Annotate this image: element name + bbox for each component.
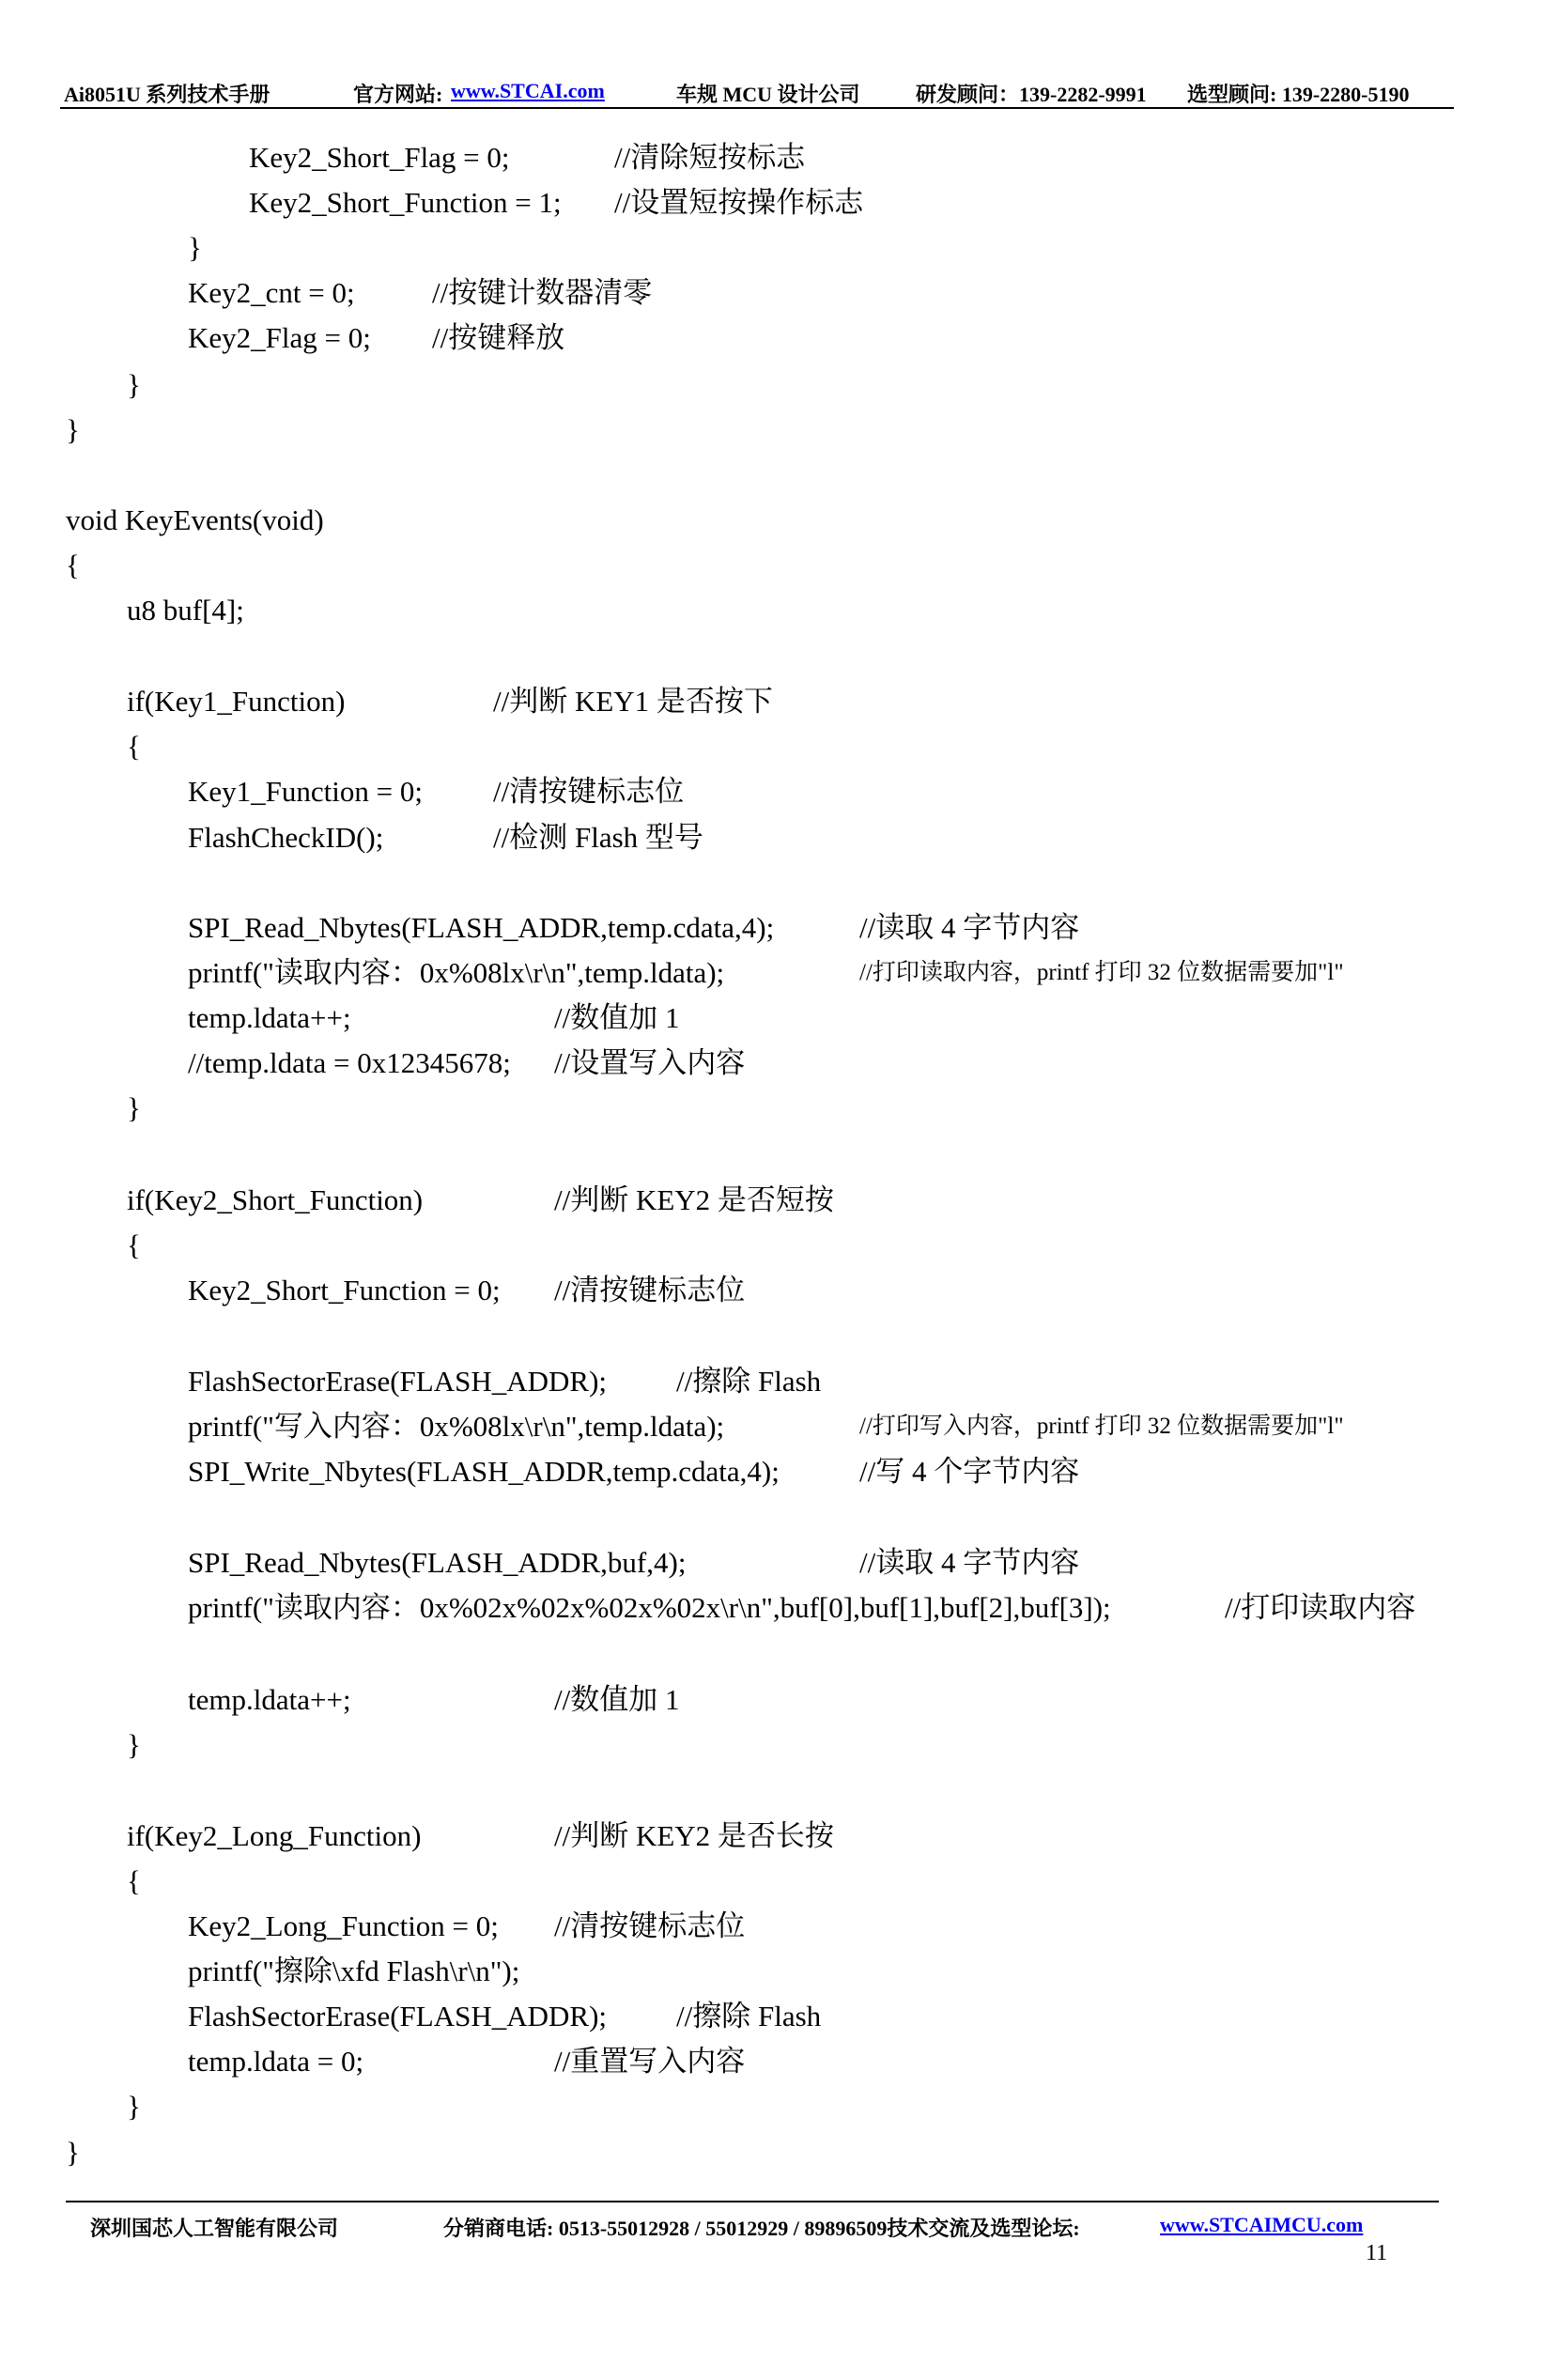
code-comment: //数值加 1 [554,1683,680,1716]
code-comment: //清按键标志位 [554,1274,746,1306]
code-line: if(Key2_Long_Function) [127,1819,422,1852]
code-line: { [66,549,80,581]
code-line: Key2_cnt = 0; [188,276,355,309]
code-line: SPI_Read_Nbytes(FLASH_ADDR,temp.cdata,4); [188,911,775,944]
code-line: } [66,413,80,446]
code-comment: //判断 KEY2 是否短按 [554,1183,834,1216]
code-line: temp.ldata++; [188,1683,351,1716]
code-line: } [66,2136,80,2169]
code-comment: //读取 4 字节内容 [859,1546,1080,1579]
code-line: SPI_Read_Nbytes(FLASH_ADDR,buf,4); [188,1546,687,1579]
header-divider [60,107,1454,109]
code-comment: //打印读取内容，printf 打印 32 位数据需要加"l" [859,960,1344,985]
code-line: Key2_Short_Flag = 0; [249,141,510,174]
code-line: u8 buf[4]; [127,594,244,626]
selection-contact: 选型顾问: 139-2280-5190 [1187,83,1410,106]
code-line: printf("擦除\xfd Flash\r\n"); [188,1955,520,1987]
code-comment: //设置短按操作标志 [614,186,864,219]
company-tagline: 车规 MCU 设计公司 [676,83,860,106]
code-comment: //清除短按标志 [614,141,806,174]
page-number: 11 [1366,2241,1388,2265]
code-comment: //擦除 Flash [676,1365,822,1398]
code-comment: //数值加 1 [554,1001,680,1034]
code-comment: //检测 Flash 型号 [493,821,703,854]
code-line: Key2_Short_Function = 0; [188,1274,501,1306]
code-line: if(Key2_Short_Function) [127,1183,424,1216]
distributor-phone: 分销商电话: 0513-55012928 / 55012929 / 89896509技术交流及选型论坛: [443,2217,1080,2240]
manual-title: Ai8051U 系列技术手册 [64,83,270,106]
footer-company: 深圳国芯人工智能有限公司 [90,2217,339,2240]
code-line: } [127,1728,141,1761]
code-comment: //读取 4 字节内容 [859,911,1080,944]
code-comment: //清按键标志位 [554,1909,746,1942]
code-comment: //打印读取内容 [1225,1591,1416,1624]
page-footer [0,2209,1545,2243]
code-line: temp.ldata++; [188,1001,351,1034]
code-line: printf("读取内容：0x%08lx\r\n",temp.ldata); [188,956,725,989]
code-line: } [127,368,141,401]
code-line: //temp.ldata = 0x12345678; [188,1046,511,1079]
code-comment: //判断 KEY1 是否按下 [493,685,773,718]
code-line: { [127,1864,141,1897]
code-comment: //按键释放 [432,321,565,354]
code-comment: //清按键标志位 [493,775,685,808]
code-comment: //设置写入内容 [554,1046,746,1079]
code-line: FlashSectorErase(FLASH_ADDR); [188,1365,608,1398]
code-line: FlashCheckID(); [188,821,384,854]
code-line: Key2_Flag = 0; [188,321,371,354]
website-link-text[interactable]: www.STCAI.com [451,79,605,102]
footer-divider [66,2201,1439,2202]
code-line: temp.ldata = 0; [188,2045,364,2078]
code-comment: //判断 KEY2 是否长按 [554,1819,834,1852]
code-line: FlashSectorErase(FLASH_ADDR); [188,2000,608,2032]
code-line: { [127,1229,141,1261]
code-line: { [127,730,141,763]
website-link[interactable] [451,79,605,103]
code-line: } [127,1091,141,1124]
forum-link-text[interactable]: www.STCAIMCU.com [1160,2213,1364,2236]
code-line: Key2_Long_Function = 0; [188,1909,499,1942]
forum-link[interactable] [1160,2213,1363,2237]
code-comment: //按键计数器清零 [432,276,653,309]
rd-contact: 研发顾问：139-2282-9991 [916,83,1147,106]
code-comment: //写 4 个字节内容 [859,1455,1080,1488]
code-line: if(Key1_Function) [127,685,346,718]
code-line: } [127,2090,141,2123]
page-header [64,75,1454,107]
code-line: SPI_Write_Nbytes(FLASH_ADDR,temp.cdata,4); [188,1455,780,1488]
code-comment: //打印写入内容，printf 打印 32 位数据需要加"l" [859,1414,1344,1439]
code-line: printf("读取内容：0x%02x%02x%02x%02x\r\n",buf[0],buf[1],buf[2],buf[3]); [188,1591,1111,1624]
code-comment: //擦除 Flash [676,2000,822,2032]
code-line: printf("写入内容：0x%08lx\r\n",temp.ldata); [188,1410,725,1443]
code-comment: //重置写入内容 [554,2045,746,2078]
website-label: 官方网站: [353,83,443,106]
code-line: Key2_Short_Function = 1; [249,186,562,219]
code-line: Key1_Function = 0; [188,775,423,808]
code-line: void KeyEvents(void) [66,503,324,536]
code-line: } [188,231,202,264]
